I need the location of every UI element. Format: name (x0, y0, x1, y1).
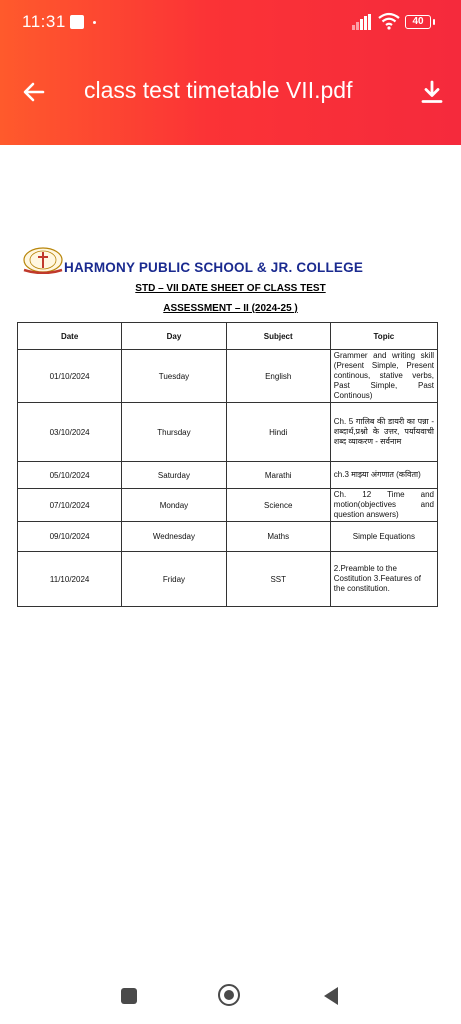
signal-icon (352, 14, 374, 30)
header-day: Day (122, 323, 226, 350)
table-row (18, 522, 438, 552)
table-row (18, 462, 438, 489)
document-title: class test timetable VII.pdf (84, 77, 353, 103)
home-button[interactable] (218, 984, 240, 1006)
notification-dot-icon (93, 21, 96, 24)
timetable-table (17, 322, 438, 607)
toolbar (0, 60, 461, 124)
cell-day: Saturday (122, 462, 226, 489)
cell-date: 03/10/2024 (18, 403, 122, 462)
cell-topic: Grammer and writing skill (Present Simple, Present continous, stative verbs, Past Simple, Past Continous) (330, 350, 437, 403)
cell-date: 05/10/2024 (18, 462, 122, 489)
cell-date: 01/10/2024 (18, 350, 122, 403)
pdf-viewer[interactable] (0, 145, 461, 960)
cell-subject: Hindi (226, 403, 330, 462)
table-row (18, 552, 438, 607)
assessment-title: ASSESSMENT – II (2024-25 ) (163, 303, 298, 314)
cell-topic: 2.Preamble to the Costitution 3.Features of the constitution. (330, 552, 437, 607)
app-header (0, 0, 461, 145)
school-header (20, 246, 440, 276)
download-button[interactable] (414, 74, 450, 110)
cell-subject: English (226, 350, 330, 403)
cell-topic: Ch. 12 Time and motion(objectives and question answers) (330, 489, 437, 522)
cell-day: Friday (122, 552, 226, 607)
status-bar (0, 0, 461, 44)
datesheet-subtitle: STD – VII DATE SHEET OF CLASS TEST (135, 283, 326, 294)
cell-date: 09/10/2024 (18, 522, 122, 552)
cell-topic: Ch. 5 गालिब की डायरी का पन्ना - शब्दार्थ,प्रश्नो के उत्तर, पर्यायवाची शब्द व्याकरण - सर्वनाम (330, 403, 437, 462)
table-row (18, 403, 438, 462)
table-row (18, 489, 438, 522)
school-logo-icon (22, 246, 64, 274)
download-icon (421, 80, 443, 104)
cell-topic: ch.3 माझ्या अंगणात (कविता) (330, 462, 437, 489)
nav-back-button[interactable] (322, 986, 340, 1006)
recent-apps-button[interactable] (121, 988, 137, 1004)
cell-day: Thursday (122, 403, 226, 462)
wifi-icon (378, 12, 400, 30)
table-row (18, 350, 438, 403)
cell-date: 07/10/2024 (18, 489, 122, 522)
cell-topic: Simple Equations (330, 522, 437, 552)
system-navigation-bar (0, 960, 461, 1024)
back-button[interactable] (16, 74, 52, 110)
cell-day: Tuesday (122, 350, 226, 403)
cell-day: Wednesday (122, 522, 226, 552)
notification-icon (70, 15, 84, 29)
cell-subject: Science (226, 489, 330, 522)
header-date: Date (18, 323, 122, 350)
cell-day: Monday (122, 489, 226, 522)
cell-subject: Maths (226, 522, 330, 552)
header-topic: Topic (330, 323, 437, 350)
battery-icon (405, 15, 431, 29)
cell-subject: Marathi (226, 462, 330, 489)
status-time: 11:31 (22, 12, 66, 31)
battery-level: 40 (412, 16, 424, 27)
cell-date: 11/10/2024 (18, 552, 122, 607)
header-subject: Subject (226, 323, 330, 350)
school-name: HARMONY PUBLIC SCHOOL & JR. COLLEGE (64, 260, 364, 275)
cell-subject: SST (226, 552, 330, 607)
arrow-left-icon (23, 82, 45, 102)
table-header-row (18, 323, 438, 350)
